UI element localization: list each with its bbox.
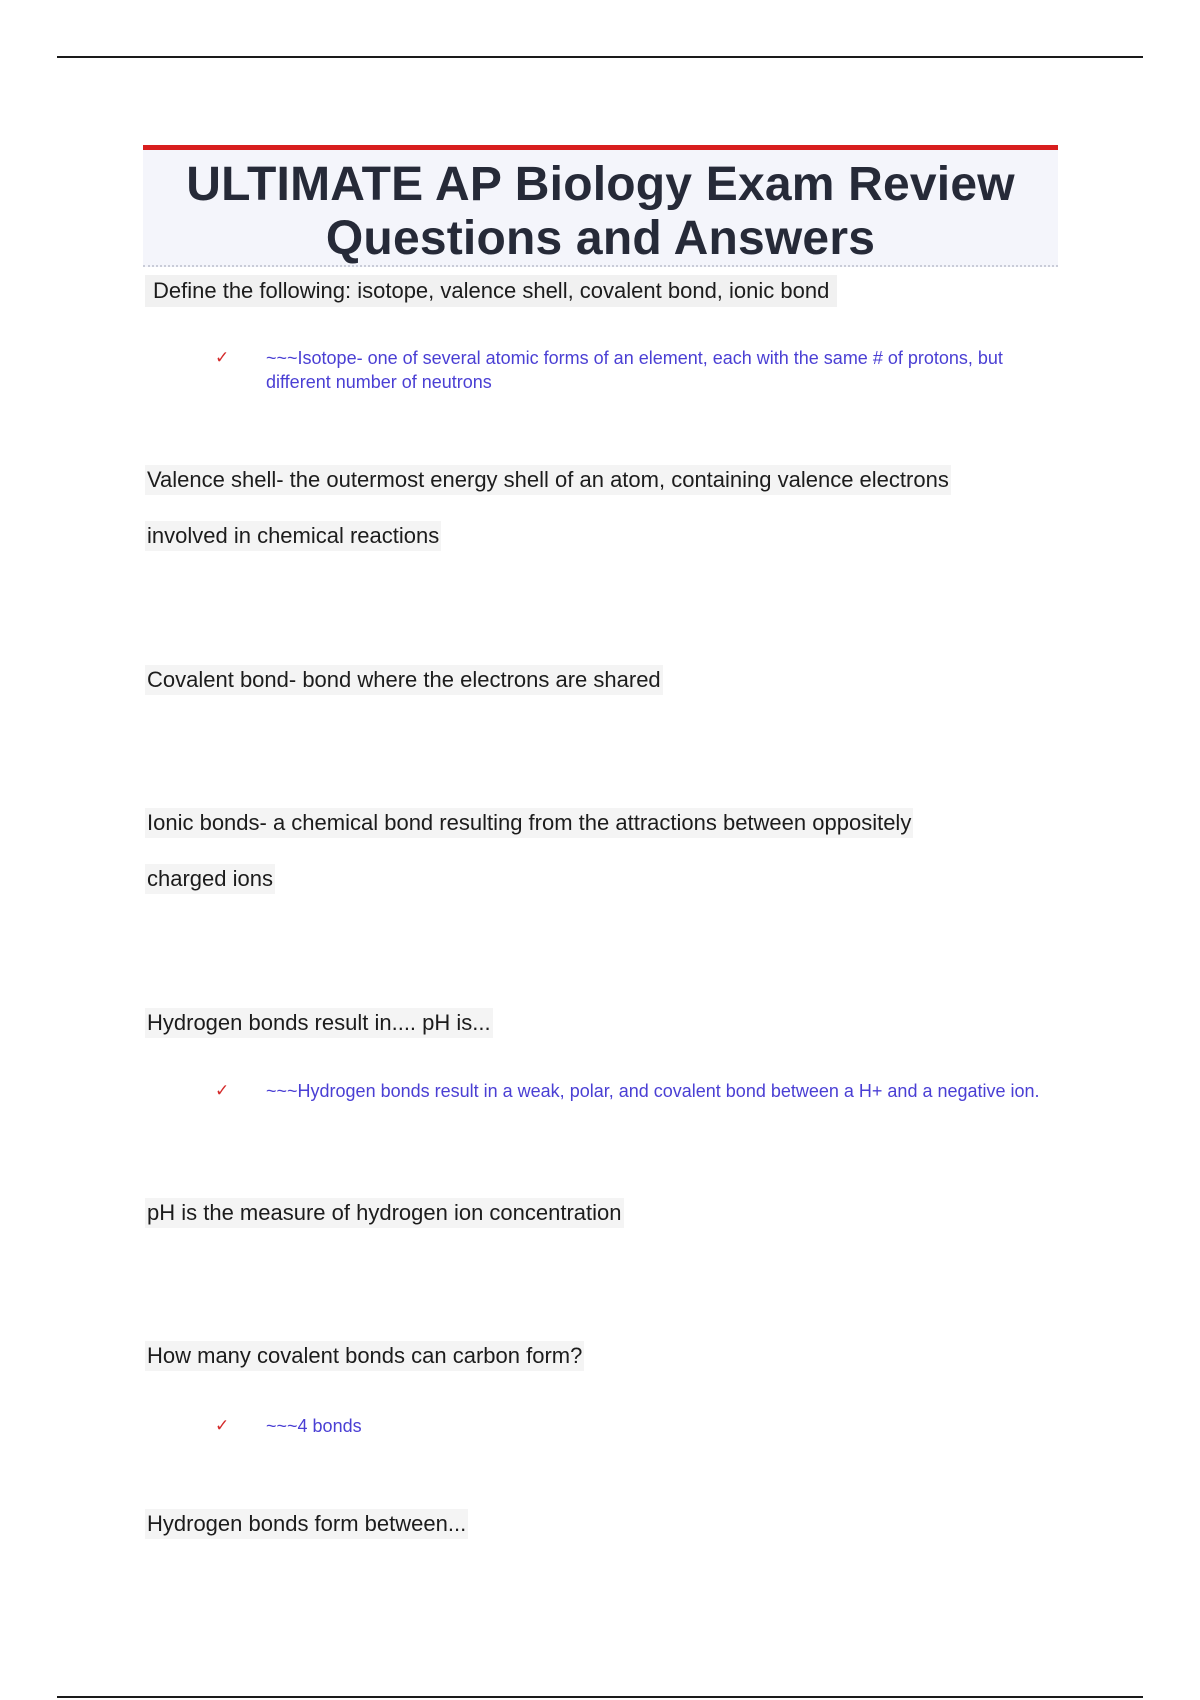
question-4 xyxy=(145,1496,468,1552)
page-top-rule xyxy=(57,56,1143,58)
checkmark-icon: ✓ xyxy=(215,1416,230,1436)
paragraph-valence-text-2: involved in chemical reactions xyxy=(145,521,441,551)
answer-1-text: ~~~Isotope- one of several atomic forms of an element, each with the same # of protons, but different number of neutrons xyxy=(266,348,1003,392)
paragraph-ph-text: pH is the measure of hydrogen ion concentration xyxy=(145,1198,624,1228)
paragraph-ionic-line-1 xyxy=(145,795,913,851)
checkmark-icon: ✓ xyxy=(215,1081,230,1101)
question-4-text: Hydrogen bonds form between... xyxy=(145,1509,468,1539)
paragraph-valence-text-1: Valence shell- the outermost energy shell of an atom, containing valence electrons xyxy=(145,465,951,495)
answer-3-text: ~~~4 bonds xyxy=(266,1416,362,1436)
answer-3 xyxy=(215,1414,1055,1438)
question-1-text: Define the following: isotope, valence shell, covalent bond, ionic bond xyxy=(145,275,837,307)
question-2-text: Hydrogen bonds result in.... pH is... xyxy=(145,1008,493,1038)
paragraph-ionic-line-2 xyxy=(145,851,275,907)
paragraph-ph xyxy=(145,1185,624,1241)
title-block xyxy=(143,145,1058,267)
answer-1 xyxy=(215,346,1055,394)
answer-2-text: ~~~Hydrogen bonds result in a weak, polar, and covalent bond between a H+ and a negative ion. xyxy=(266,1081,1040,1101)
paragraph-covalent-text: Covalent bond- bond where the electrons are shared xyxy=(145,665,663,695)
question-3-text: How many covalent bonds can carbon form? xyxy=(145,1341,584,1371)
checkmark-icon: ✓ xyxy=(215,348,230,368)
paragraph-covalent xyxy=(145,652,663,708)
question-1 xyxy=(145,276,837,306)
paragraph-ionic-text-1: Ionic bonds- a chemical bond resulting from the attractions between oppositely xyxy=(145,808,913,838)
document-title: ULTIMATE AP Biology Exam Review Questions and Answers xyxy=(186,158,1015,265)
paragraph-valence-line-2 xyxy=(145,508,441,564)
answer-2 xyxy=(215,1079,1055,1103)
paragraph-valence-line-1 xyxy=(145,452,951,508)
question-2 xyxy=(145,995,493,1051)
paragraph-ionic-text-2: charged ions xyxy=(145,864,275,894)
question-3 xyxy=(145,1328,584,1384)
page-bottom-rule xyxy=(57,1696,1143,1698)
